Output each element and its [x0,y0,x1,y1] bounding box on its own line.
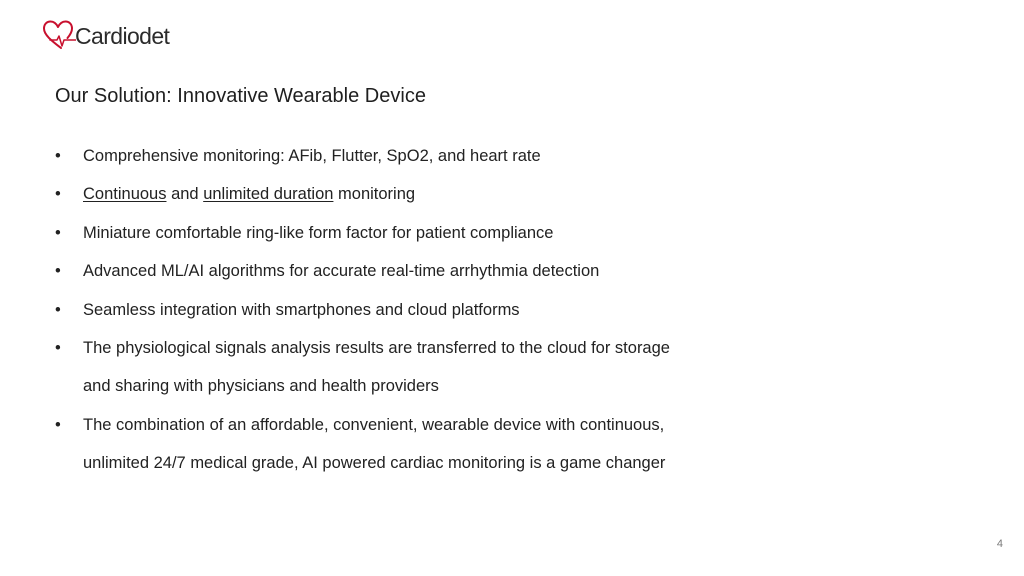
bullet-text: Comprehensive monitoring: AFib, Flutter, SpO2, and heart rate [83,147,541,165]
bullet-marker: • [55,415,61,434]
bullet-item [55,214,935,252]
bullet-text-line: and sharing with physicians and health providers [83,377,439,396]
brand-logo [42,19,169,53]
bullet-marker: • [55,185,61,204]
bullet-item [55,329,935,406]
slide-title: Our Solution: Innovative Wearable Device [55,85,426,107]
heart-pulse-icon [42,19,76,53]
bullet-item [55,137,935,175]
bullet-text: Advanced ML/AI algorithms for accurate real-time arrhythmia detection [83,262,600,281]
bullet-marker: • [55,339,61,358]
bullet-marker: • [55,147,61,165]
bullet-marker: • [55,223,61,242]
bullet-item [55,291,935,329]
bullet-item [55,252,935,290]
bullet-text: Seamless integration with smartphones and cloud platforms [83,300,520,319]
bullet-text-line: The combination of an affordable, convenient, wearable device with continuous, [83,415,665,434]
bullet-marker: • [55,262,61,281]
bullet-marker: • [55,300,61,319]
bullet-text-line: The physiological signals analysis results are transferred to the cloud for storage [83,339,670,358]
page-number: 4 [996,538,1003,550]
bullet-item [55,175,935,213]
bullet-item [55,406,935,483]
underlined-text-continuous: Continuous [83,185,167,204]
brand-name: Cardiodet [75,23,170,49]
bullet-text: monitoring [333,185,416,204]
underlined-text-unlimited-duration: unlimited duration [203,185,334,204]
bullet-text: and [166,185,204,204]
bullet-text-line: unlimited 24/7 medical grade, AI powered cardiac monitoring is a game changer [83,454,666,473]
bullet-list [55,137,935,483]
bullet-text: Miniature comfortable ring-like form factor for patient compliance [83,223,554,242]
